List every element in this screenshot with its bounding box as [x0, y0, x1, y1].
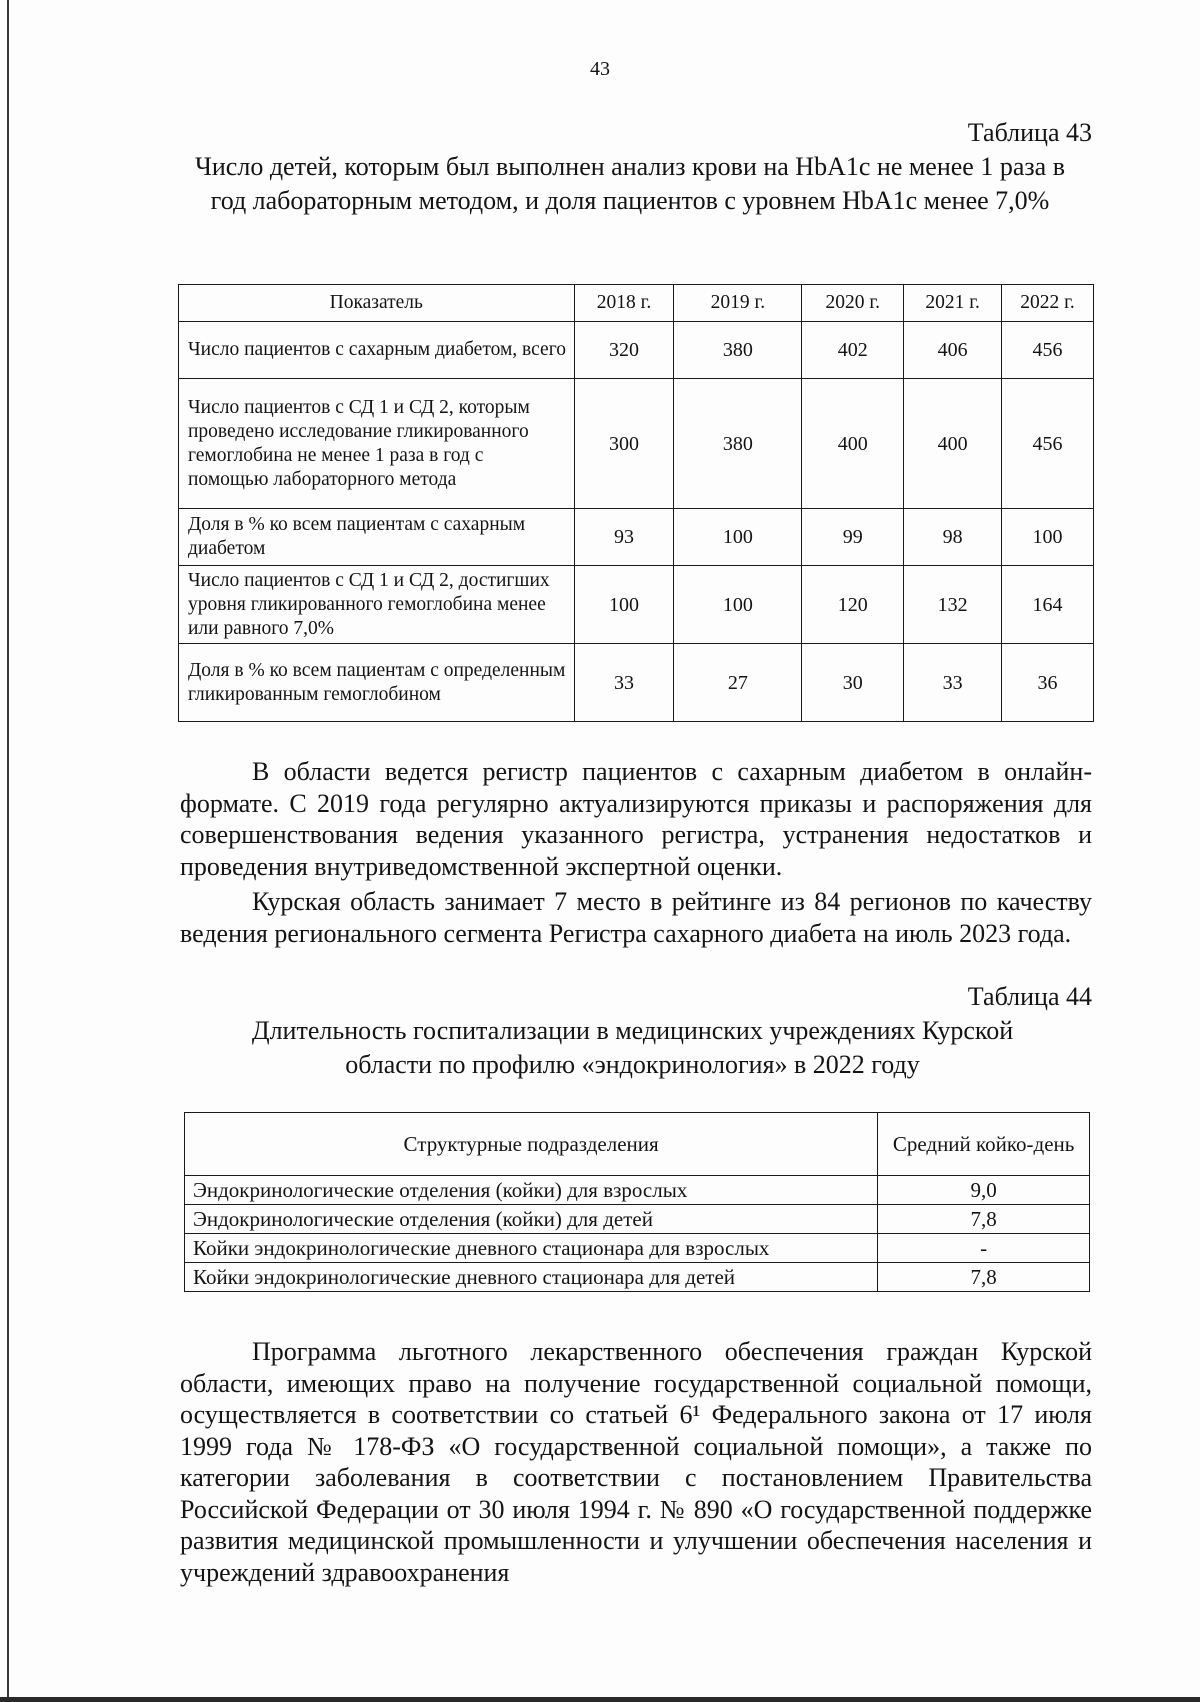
value-cell: 7,8 — [878, 1263, 1090, 1292]
table-43 — [178, 284, 1094, 722]
table-row — [179, 379, 1094, 509]
table-row — [185, 1234, 1090, 1263]
value-cell: 93 — [574, 509, 674, 566]
table-43-label: Таблица 43 — [967, 118, 1092, 147]
value-cell: 100 — [674, 509, 802, 566]
table-43-title: Число детей, которым был выполнен анализ крови на HbA1c не менее 1 раза в год лабораторным методом, и доля пациентов с уровнем HbA1c менее 7,0% — [195, 152, 1065, 215]
column-header: Структурные подразделения — [185, 1113, 878, 1176]
value-cell: 27 — [674, 644, 802, 722]
value-cell: 132 — [904, 566, 1002, 644]
table-44-title: Длительность госпитализации в медицинских учреждениях Курской области по профилю «эндокринология» в 2022 году — [251, 1016, 1014, 1079]
value-cell: 456 — [1002, 379, 1094, 509]
value-cell: 402 — [802, 322, 904, 379]
value-cell: 320 — [574, 322, 674, 379]
value-cell: 7,8 — [878, 1205, 1090, 1234]
table-header-row — [185, 1113, 1090, 1176]
value-cell: 406 — [904, 322, 1002, 379]
value-cell: 30 — [802, 644, 904, 722]
value-cell: 400 — [904, 379, 1002, 509]
value-cell: - — [878, 1234, 1090, 1263]
table-row — [179, 322, 1094, 379]
value-cell: 33 — [574, 644, 674, 722]
value-cell: 164 — [1002, 566, 1094, 644]
table-44 — [184, 1112, 1090, 1292]
indicator-cell: Доля в % ко всем пациентам с сахарным диабетом — [179, 509, 575, 566]
table-row — [185, 1176, 1090, 1205]
value-cell: 100 — [674, 566, 802, 644]
table-row — [179, 566, 1094, 644]
column-header: 2019 г. — [674, 285, 802, 322]
column-header: Средний койко-день — [878, 1113, 1090, 1176]
value-cell: 100 — [574, 566, 674, 644]
indicator-cell: Число пациентов с СД 1 и СД 2, которым проведено исследование гликированного гемоглобина не менее 1 раза в год с помощью лабораторного метода — [179, 379, 575, 509]
unit-cell: Эндокринологические отделения (койки) для взрослых — [185, 1176, 878, 1205]
value-cell: 380 — [674, 322, 802, 379]
column-header: 2022 г. — [1002, 285, 1094, 322]
value-cell: 9,0 — [878, 1176, 1090, 1205]
unit-cell: Койки эндокринологические дневного стационара для взрослых — [185, 1234, 878, 1263]
value-cell: 36 — [1002, 644, 1094, 722]
column-header: 2021 г. — [904, 285, 1002, 322]
value-cell: 120 — [802, 566, 904, 644]
value-cell: 400 — [802, 379, 904, 509]
table-row — [179, 509, 1094, 566]
column-header: 2018 г. — [574, 285, 674, 322]
table-header-row — [179, 285, 1094, 322]
value-cell: 380 — [674, 379, 802, 509]
table-row — [179, 644, 1094, 722]
value-cell: 33 — [904, 644, 1002, 722]
scan-edge — [0, 1697, 1200, 1702]
value-cell: 99 — [802, 509, 904, 566]
value-cell: 100 — [1002, 509, 1094, 566]
table-row — [185, 1205, 1090, 1234]
column-header: Показатель — [179, 285, 575, 322]
scan-edge — [7, 0, 9, 1702]
value-cell: 98 — [904, 509, 1002, 566]
value-cell: 300 — [574, 379, 674, 509]
paragraph: Программа льготного лекарственного обеспечения граждан Курской области, имеющих право на получение государственной социальной помощи, осуществляется в соответствии со статьей 6¹ Федерального закона от 17 июля 1999 года № 178-ФЗ «О государственной социальной помощи», а также по категории заболевания в соответствии с постановлением Правительства Российской Федерации от 30 июля 1994 г. № 890 «О государственной поддержке развития медицинской промышленности и улучшении обеспечения населения и учреждений здравоохранения — [180, 1337, 1092, 1587]
table-row — [185, 1263, 1090, 1292]
page-number: 43 — [590, 58, 610, 80]
unit-cell: Койки эндокринологические дневного стационара для детей — [185, 1263, 878, 1292]
paragraph: Курская область занимает 7 место в рейтинге из 84 регионов по качеству ведения регионального сегмента Регистра сахарного диабета на июль 2023 года. — [180, 887, 1092, 948]
unit-cell: Эндокринологические отделения (койки) для детей — [185, 1205, 878, 1234]
paragraph: В области ведется регистр пациентов с сахарным диабетом в онлайн-формате. С 2019 года регулярно актуализируются приказы и распоряжения для совершенствования ведения указанного регистра, устранения недостатков и проведения внутриведомственной экспертной оценки. — [180, 757, 1092, 881]
indicator-cell: Число пациентов с сахарным диабетом, всего — [179, 322, 575, 379]
indicator-cell: Число пациентов с СД 1 и СД 2, достигших уровня гликированного гемоглобина менее или равного 7,0% — [179, 566, 575, 644]
table-44-label: Таблица 44 — [967, 982, 1092, 1011]
indicator-cell: Доля в % ко всем пациентам с определенным гликированным гемоглобином — [179, 644, 575, 722]
column-header: 2020 г. — [802, 285, 904, 322]
value-cell: 456 — [1002, 322, 1094, 379]
